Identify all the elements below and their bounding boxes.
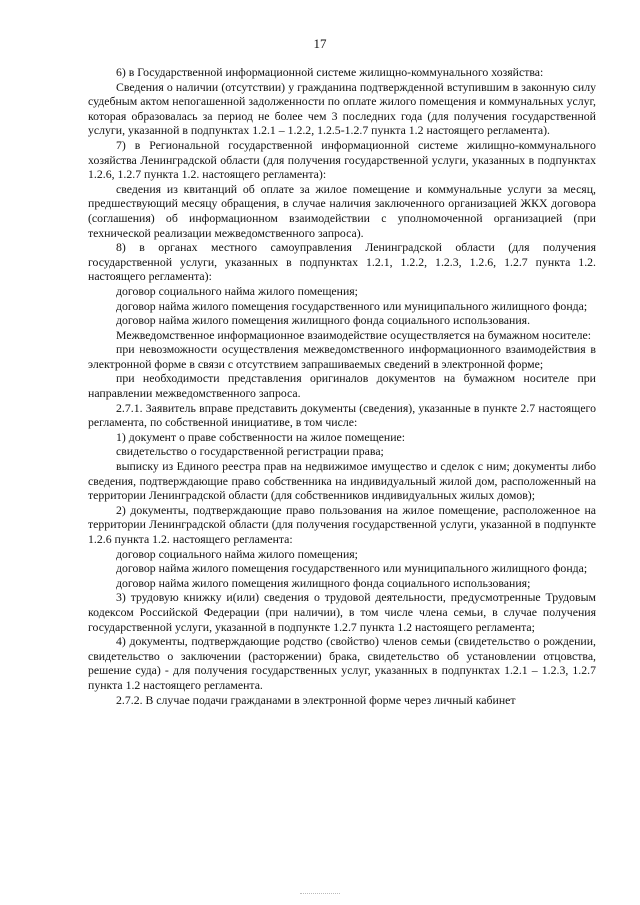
paragraph-8-local-government: 8) в органах местного самоуправления Ленинградской области (для получения государственной услуги, указанных в подпунктах 1.2.1, 1.2.2, 1.2.3, 1.2.6, 1.2.7 пункта 1.2. настоящего регламента): (88, 240, 596, 284)
list-item-work-record-book: 3) трудовую книжку и(или) сведения о трудовой деятельности, предусмотренные Трудовым кодексом Российской Федерации (при наличии), в том числе члена семьи, в случае получения государственной услуги, указанной в подпункте 1.2.7 пункта 1.2 настоящего регламента; (88, 590, 596, 634)
paragraph-2-7-2: 2.7.2. В случае подачи гражданами в электронной форме через личный кабинет (116, 692, 516, 707)
page-number: 17 (313, 36, 327, 51)
list-item-ownership-document: 1) документ о праве собственности на жилое помещение: (116, 429, 406, 444)
list-item-kinship-documents: 4) документы, подтверждающие родство (свойство) членов семьи (свидетельство о рождении, свидетельство о заключении (расторжении) брака, свидетельство об установлении отцовства, решение суда) - для получения государственных услуг, указанных в подпунктах 1.2.1 – 1.2.3, 1.2.7 пункта 1.2 настоящего регламента. (88, 634, 596, 692)
list-item-social-rent-contract-2: договор социального найма жилого помещения; (116, 546, 358, 561)
list-item-social-rent-contract: договор социального найма жилого помещения; (116, 283, 358, 298)
scan-artifact-line (300, 893, 340, 895)
paragraph-debt-info: Сведения о наличии (отсутствии) у гражданина подтвержденной вступившим в законную силу судебным актом непогашенной задолженности по оплате жилого помещения и коммунальных услуг, которая образовалась за период не более чем 3 последних года (для получения государственной услуги, указанной в подпунктах 1.2.1 – 1.2.2, 1.2.5-1.2.7 пункта 1.2 настоящего регламента). (88, 79, 596, 138)
paragraph-receipts-info: сведения из квитанций об оплате за жилое помещение и коммунальные услуги за месяц, предшествующий месяцу обращения, в случае наличия заключенного организацией ЖКХ договора (соглашения) об информационном взаимодействии с уполномоченной организацией (при технической реализации межведомственного запроса). (88, 181, 596, 240)
paragraph-paper-interaction: Межведомственное информационное взаимодействие осуществляется на бумажном носителе: (116, 327, 591, 342)
list-item-usage-right-documents: 2) документы, подтверждающие право пользования на жилое помещение, расположенное на территории Ленинградской области (для получения государственной услуги, указанной в подпункте 1.2.6 пункта 1.2. настоящего регламента: (88, 502, 596, 546)
list-item-registry-extract: выписку из Единого реестра прав на недвижимое имущество и сделок с ним; документы либо сведения, подтверждающие право собственника на индивидуальный жилой дом, расположенный на территории Ленинградской области (для собственников индивидуальных жилых домов); (88, 459, 596, 503)
list-item-rent-contract-state-2: договор найма жилого помещения государственного или муниципального жилищного фонда; (116, 561, 588, 576)
list-item-paper-reason-1: при невозможности осуществления межведомственного информационного взаимодействия в электронной форме в связи с отсутствием запрашиваемых сведений в электронной форме; (88, 342, 596, 371)
document-body (88, 65, 596, 707)
list-item-rent-contract-social-use: договор найма жилого помещения жилищного фонда социального использования. (116, 313, 531, 328)
paragraph-2-7-1: 2.7.1. Заявитель вправе представить документы (сведения), указанные в пункте 2.7 настоящего регламента, по собственной инициативе, в том числе: (88, 400, 596, 430)
paragraph-7-regional-gis: 7) в Региональной государственной информационной системе жилищно-коммунального хозяйства Ленинградской области (для получения государственной услуги, указанных в подпунктах 1.2.6, 1.2.7 пункта 1.2. настоящего регламента): (88, 137, 596, 182)
list-item-rent-contract-state: договор найма жилого помещения государственного или муниципального жилищного фонда; (116, 298, 588, 313)
paragraph-6-gis-zhkh: 6) в Государственной информационной системе жилищно-коммунального хозяйства: (116, 65, 544, 79)
list-item-rent-contract-social-use-2: договор найма жилого помещения жилищного фонда социального использования; (116, 575, 531, 590)
list-item-paper-reason-2: при необходимости представления оригиналов документов на бумажном носителе при направлении межведомственного запроса. (88, 371, 596, 401)
list-item-registration-certificate: свидетельство о государственной регистрации права; (116, 444, 384, 459)
